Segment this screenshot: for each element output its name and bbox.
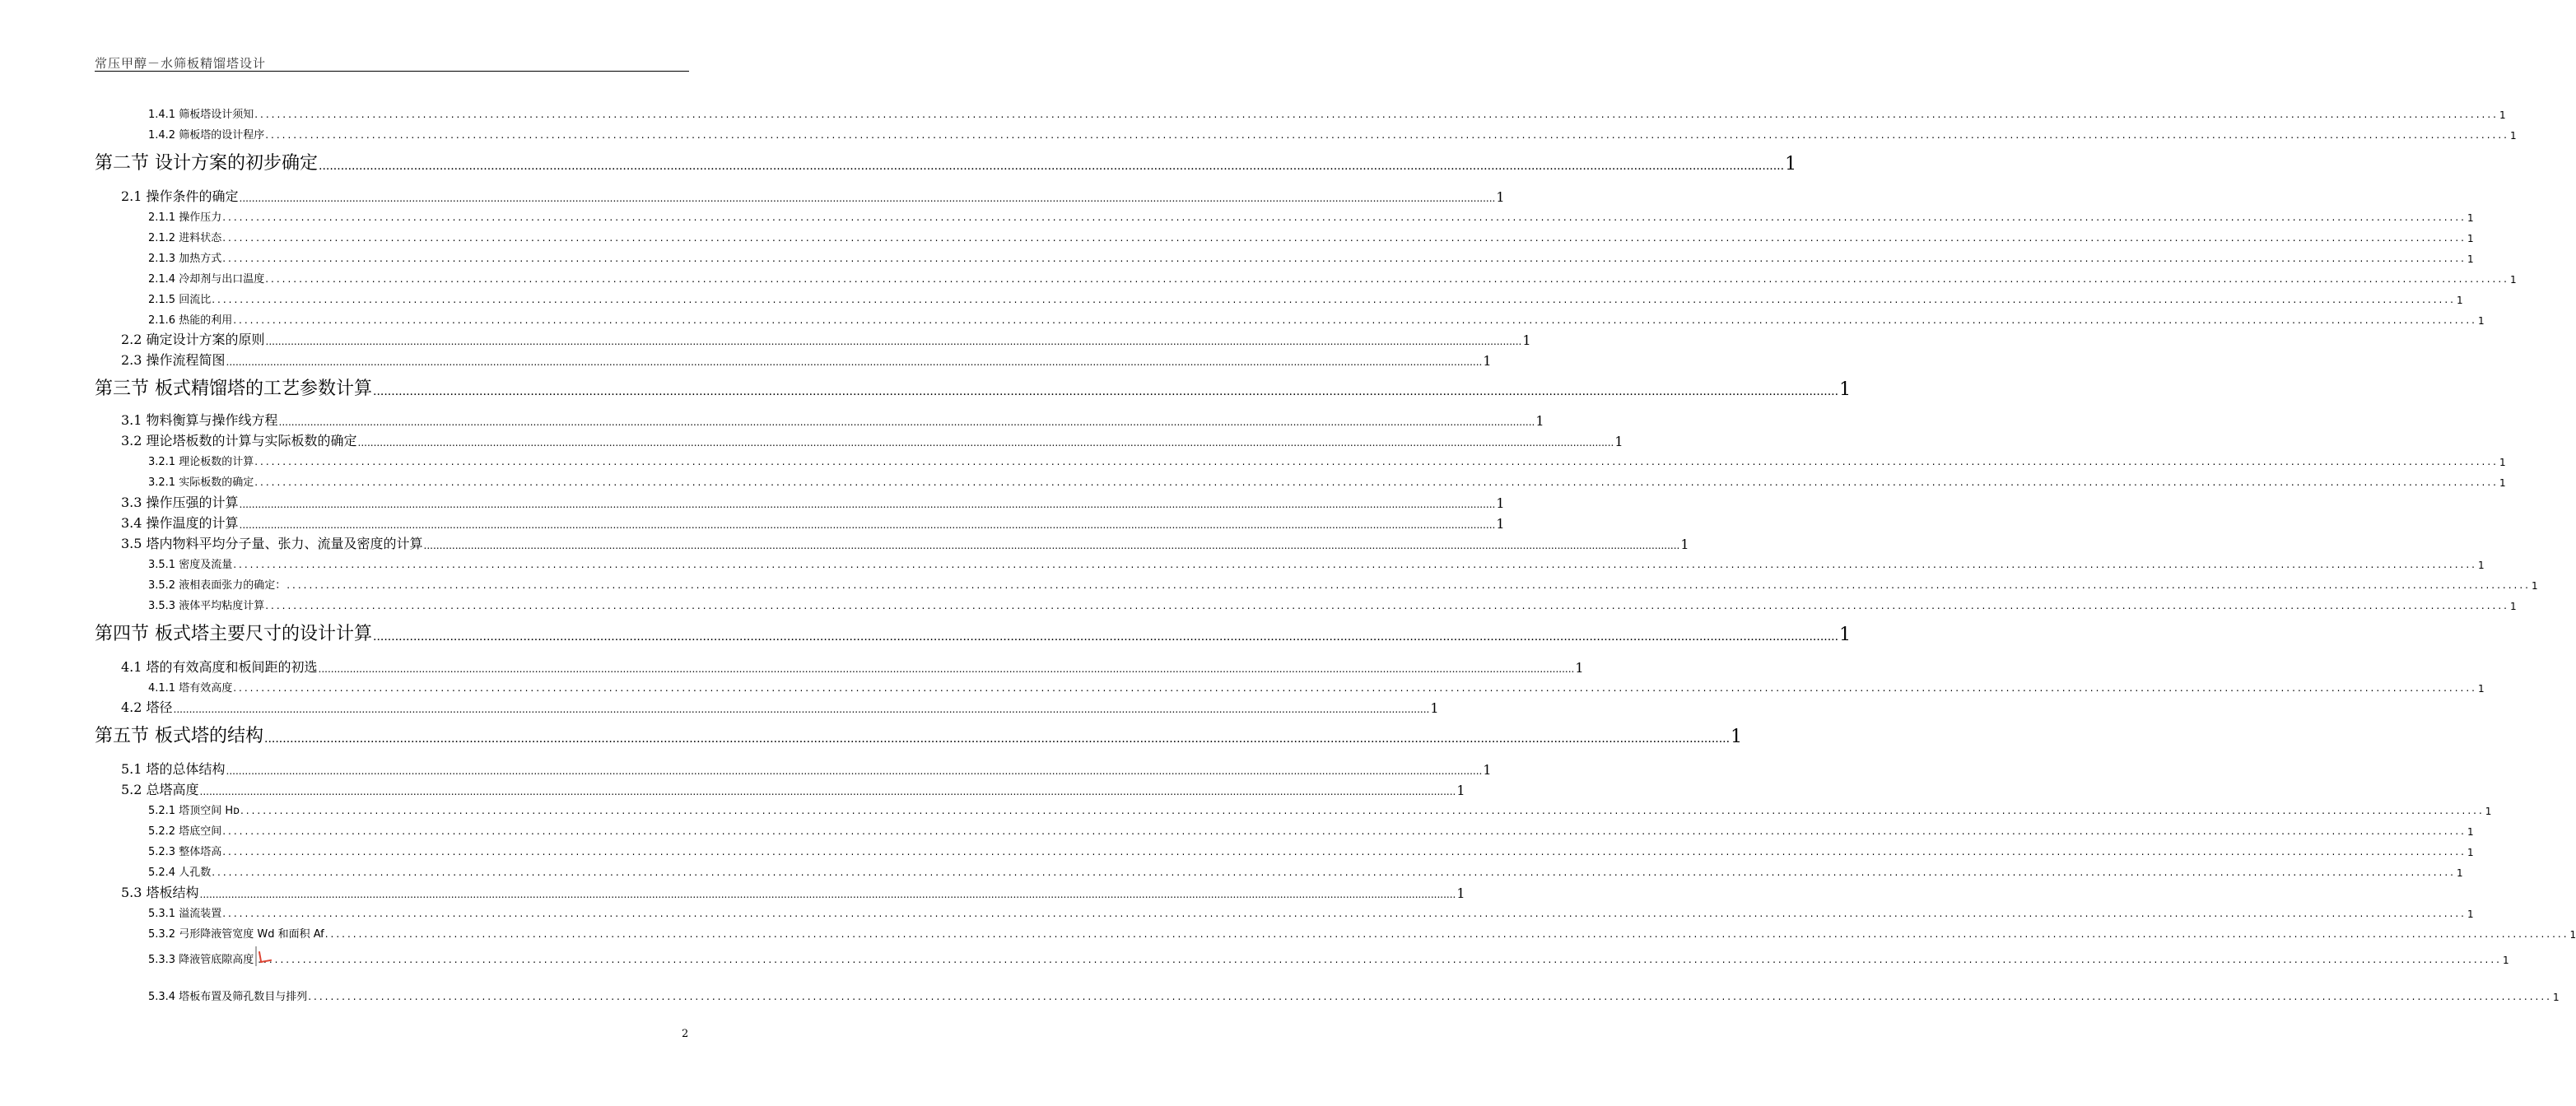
toc-entry[interactable]: [148, 862, 2463, 879]
toc-entry-title: 5.2.3 整体塔高: [148, 846, 222, 858]
toc-leader-dots: ................................................................................................................................................................................................................................................................................................................................................................................................................: [239, 499, 1496, 510]
toc-entry[interactable]: [121, 411, 1544, 429]
toc-entry[interactable]: [121, 780, 1465, 798]
header-rule: [95, 71, 689, 72]
toc-leader-dots: ................................................................................................................................................................................................................................................................................................................................................................................................................: [222, 908, 2467, 919]
toc-entry-title: 5.2.2 塔底空间: [148, 825, 222, 838]
toc-entry[interactable]: [95, 375, 1852, 400]
toc-leader-dots: ................................................................................................................................................................................................................................................................................................................................................................................................................: [373, 630, 1839, 644]
toc-page-number: 1: [2478, 560, 2485, 571]
toc-page-number: 1: [1456, 783, 1465, 798]
running-header: 常压甲醇－水筛板精馏塔设计: [95, 56, 267, 71]
page-number: 2: [682, 1028, 689, 1040]
toc-page-number: 1: [1522, 332, 1531, 348]
toc-entry-title: 3.4 操作温度的计算: [121, 515, 239, 531]
toc-entry-title: 2.1.1 操作压力: [148, 211, 222, 224]
toc-entry[interactable]: [148, 555, 2485, 571]
toc-page-number: 1: [1785, 154, 1797, 174]
toc-entry-title: 4.1.1 塔有效高度: [148, 682, 233, 695]
toc-page-number: 1: [2485, 806, 2492, 817]
toc-page-number: 1: [1456, 885, 1465, 901]
toc-page-number: 1: [1839, 379, 1852, 400]
toc-entry-title: 4.2 塔径: [121, 699, 173, 715]
toc-entry[interactable]: [148, 950, 2509, 966]
toc-entry-title: 2.1.4 冷却剂与出口温度: [148, 273, 265, 286]
toc-leader-dots: ................................................................................................................................................................................................................................................................................................................................................................................................................: [308, 991, 2552, 1002]
toc-page-number: 1: [1496, 516, 1505, 532]
toc-page-number: 1: [2569, 929, 2576, 941]
toc-leader-dots: ................................................................................................................................................................................................................................................................................................................................................................................................................: [226, 356, 1483, 368]
toc-entry-title: 3.5 塔内物料平均分子量、张力、流量及密度的计算: [121, 536, 423, 551]
toc-leader-dots: ................................................................................................................................................................................................................................................................................................................................................................................................................: [199, 786, 1456, 797]
toc-page-number: 1: [2503, 955, 2509, 966]
toc-entry-title: 第三节 板式精馏塔的工艺参数计算: [95, 379, 372, 399]
toc-entry[interactable]: [121, 658, 1584, 676]
toc-entry[interactable]: [121, 351, 1492, 369]
toc-leader-dots: ................................................................................................................................................................................................................................................................................................................................................................................................................: [222, 825, 2467, 837]
toc-leader-dots: ................................................................................................................................................................................................................................................................................................................................................................................................................: [173, 704, 1430, 715]
toc-entry[interactable]: [148, 228, 2474, 244]
toc-leader-dots: ................................................................................................................................................................................................................................................................................................................................................................................................................: [258, 954, 2502, 965]
toc-entry[interactable]: [148, 596, 2517, 612]
toc-entry-title: 1.4.2 筛板塔的设计程序: [148, 129, 265, 142]
toc-entry-title: 2.1.6 热能的利用: [148, 314, 233, 327]
toc-page-number: 1: [2467, 233, 2474, 244]
toc-entry-title: 3.2.1 理论板数的计算: [148, 456, 254, 468]
toc-entry-title: 3.2.1 实际板数的确定: [148, 476, 254, 489]
toc-entry[interactable]: [148, 801, 2492, 817]
toc-page-number: 1: [1496, 495, 1505, 511]
toc-entry-title: 第二节 设计方案的初步确定: [95, 153, 318, 174]
toc-page-number: 1: [2467, 908, 2474, 920]
toc-page-number: 1: [2553, 992, 2560, 1003]
toc-page-number: 1: [1430, 700, 1439, 716]
toc-entry-title: 第四节 板式塔主要尺寸的设计计算: [95, 624, 372, 644]
toc-leader-dots: ................................................................................................................................................................................................................................................................................................................................................................................................................: [318, 663, 1575, 675]
toc-entry[interactable]: [148, 924, 2576, 941]
toc-entry[interactable]: [148, 290, 2463, 306]
toc-page-number: 1: [2467, 212, 2474, 224]
toc-leader-dots: ................................................................................................................................................................................................................................................................................................................................................................................................................: [373, 385, 1839, 398]
toc-entry[interactable]: [148, 842, 2474, 858]
toc-entry[interactable]: [148, 125, 2517, 142]
broken-image-icon: [255, 946, 257, 966]
toc-page-number: 1: [1496, 189, 1505, 205]
toc-page-number: 1: [1731, 727, 1743, 747]
toc-entry-title: 4.1 塔的有效高度和板间距的初选: [121, 659, 318, 675]
toc-entry-title: 3.5.3 液体平均粘度计算: [148, 600, 265, 612]
toc-entry-title: 2.1.2 进料状态: [148, 232, 222, 244]
toc-leader-dots: ................................................................................................................................................................................................................................................................................................................................................................................................................: [212, 294, 2456, 305]
toc-entry[interactable]: [148, 452, 2506, 468]
toc-entry[interactable]: [148, 678, 2485, 695]
toc-entry-title: 2.1.5 回流比: [148, 294, 212, 306]
toc-entry-title: 3.2 理论塔板数的计算与实际板数的确定: [121, 433, 357, 448]
toc-page-number: 1: [2478, 315, 2485, 327]
toc-page-number: 1: [1839, 625, 1852, 645]
toc-entry[interactable]: [121, 883, 1465, 901]
toc-entry-title: 2.3 操作流程简图: [121, 352, 226, 368]
toc-entry-title: 5.2.4 人孔数: [148, 867, 212, 879]
toc-entry-title: 3.1 物料衡算与操作线方程: [121, 412, 278, 428]
toc-entry[interactable]: [95, 150, 1797, 174]
toc-entry-title: 2.1 操作条件的确定: [121, 188, 239, 204]
toc-entry[interactable]: [148, 207, 2474, 224]
toc-page-number: 1: [2499, 457, 2506, 468]
toc-entry[interactable]: [121, 514, 1505, 532]
toc-entry-title: 2.2 确定设计方案的原则: [121, 332, 265, 347]
toc-entry-title: 5.3.2 弓形降液管宽度 Wd 和面积 Af: [148, 928, 324, 941]
toc-entry-title: 1.4.1 筛板塔设计须知: [148, 109, 254, 121]
toc-entry[interactable]: [121, 330, 1531, 348]
toc-leader-dots: ................................................................................................................................................................................................................................................................................................................................................................................................................: [240, 805, 2485, 816]
toc-leader-dots: ................................................................................................................................................................................................................................................................................................................................................................................................................: [324, 928, 2569, 940]
toc-page-number: 1: [2510, 601, 2517, 612]
toc-leader-dots: ................................................................................................................................................................................................................................................................................................................................................................................................................: [319, 160, 1785, 173]
toc-entry-title: 5.3.1 溢流装置: [148, 908, 222, 920]
toc-leader-dots: ................................................................................................................................................................................................................................................................................................................................................................................................................: [212, 867, 2456, 878]
toc-entry[interactable]: [121, 493, 1505, 511]
toc-entry-title: 3.5.1 密度及流量: [148, 559, 233, 571]
toc-page-number: 1: [1680, 537, 1689, 552]
toc-leader-dots: ................................................................................................................................................................................................................................................................................................................................................................................................................: [233, 559, 2477, 570]
toc-leader-dots: ................................................................................................................................................................................................................................................................................................................................................................................................................: [254, 456, 2499, 467]
toc-entry[interactable]: [121, 698, 1439, 716]
toc-leader-dots: ................................................................................................................................................................................................................................................................................................................................................................................................................: [423, 540, 1680, 551]
toc-leader-dots: ................................................................................................................................................................................................................................................................................................................................................................................................................: [239, 519, 1496, 531]
toc-entry[interactable]: [148, 575, 2538, 592]
toc-page-number: 1: [2510, 274, 2517, 286]
toc-page-number: 1: [2467, 253, 2474, 265]
toc-page-number: 1: [2499, 477, 2506, 489]
toc-entry-title: 5.3.3 降液管底隙高度: [148, 954, 254, 966]
toc-leader-dots: ................................................................................................................................................................................................................................................................................................................................................................................................................: [278, 416, 1535, 428]
toc-page-number: 1: [2510, 130, 2517, 142]
toc-entry[interactable]: [95, 723, 1743, 747]
toc-leader-dots: ................................................................................................................................................................................................................................................................................................................................................................................................................: [222, 232, 2467, 244]
toc-leader-dots: ................................................................................................................................................................................................................................................................................................................................................................................................................: [222, 846, 2467, 857]
toc-entry[interactable]: [121, 760, 1492, 778]
toc-entry-title: 第五节 板式塔的结构: [95, 726, 263, 746]
toc-page-number: 1: [1614, 434, 1623, 449]
toc-entry[interactable]: [121, 187, 1505, 205]
toc-entry-title: 5.3 塔板结构: [121, 885, 199, 900]
toc-leader-dots: ................................................................................................................................................................................................................................................................................................................................................................................................................: [254, 109, 2499, 120]
toc-leader-dots: ................................................................................................................................................................................................................................................................................................................................................................................................................: [199, 889, 1456, 900]
toc-leader-dots: ................................................................................................................................................................................................................................................................................................................................................................................................................: [357, 437, 1614, 448]
toc-entry[interactable]: [148, 269, 2517, 286]
toc-page-number: 1: [2467, 826, 2474, 838]
toc-leader-dots: ................................................................................................................................................................................................................................................................................................................................................................................................................: [222, 253, 2467, 264]
toc-page-number: 1: [1575, 660, 1584, 676]
toc-entry[interactable]: [148, 904, 2474, 920]
toc-entry[interactable]: [148, 472, 2506, 489]
toc-leader-dots: ................................................................................................................................................................................................................................................................................................................................................................................................................: [222, 211, 2467, 223]
toc-leader-dots: ................................................................................................................................................................................................................................................................................................................................................................................................................: [286, 579, 2531, 591]
toc-leader-dots: ................................................................................................................................................................................................................................................................................................................................................................................................................: [265, 336, 1522, 347]
toc-entry-title: 5.3.4 塔板布置及筛孔数目与排列: [148, 991, 308, 1003]
toc-leader-dots: ................................................................................................................................................................................................................................................................................................................................................................................................................: [265, 273, 2509, 285]
toc-page-number: 1: [1483, 353, 1492, 369]
toc-leader-dots: ................................................................................................................................................................................................................................................................................................................................................................................................................: [264, 732, 1731, 746]
toc-entry[interactable]: [121, 534, 1689, 552]
toc-page-number: 1: [2457, 867, 2463, 879]
toc-page-number: 1: [2457, 295, 2463, 306]
toc-leader-dots: ................................................................................................................................................................................................................................................................................................................................................................................................................: [226, 765, 1483, 777]
toc-page-number: 1: [1483, 762, 1492, 778]
toc-entry[interactable]: [148, 310, 2485, 327]
toc-entry[interactable]: [95, 620, 1852, 645]
toc-leader-dots: ................................................................................................................................................................................................................................................................................................................................................................................................................: [233, 314, 2477, 326]
toc-entry-title: 5.2.1 塔顶空间 Hᴅ: [148, 805, 240, 817]
toc-leader-dots: ................................................................................................................................................................................................................................................................................................................................................................................................................: [239, 193, 1496, 204]
toc-entry[interactable]: [148, 987, 2560, 1003]
toc-page-number: 1: [2478, 683, 2485, 695]
toc-entry-title: 5.2 总塔高度: [121, 782, 199, 797]
toc-entry[interactable]: [148, 249, 2474, 265]
toc-page-number: 1: [1535, 413, 1544, 429]
toc-entry-title: 2.1.3 加热方式: [148, 253, 222, 265]
toc-entry[interactable]: [148, 105, 2506, 121]
toc-entry-title: 3.3 操作压强的计算: [121, 495, 239, 510]
toc-page-number: 1: [2467, 847, 2474, 858]
toc-leader-dots: ................................................................................................................................................................................................................................................................................................................................................................................................................: [265, 600, 2509, 611]
toc-entry[interactable]: [121, 431, 1623, 449]
toc-page-number: 1: [2532, 580, 2538, 592]
toc-leader-dots: ................................................................................................................................................................................................................................................................................................................................................................................................................: [233, 682, 2477, 694]
toc-page-number: 1: [2499, 109, 2506, 121]
toc-leader-dots: ................................................................................................................................................................................................................................................................................................................................................................................................................: [265, 129, 2509, 141]
toc-entry-title: 3.5.2 液相表面张力的确定：: [148, 579, 286, 592]
toc-leader-dots: ................................................................................................................................................................................................................................................................................................................................................................................................................: [254, 476, 2499, 488]
toc-entry-title: 5.1 塔的总体结构: [121, 761, 226, 777]
toc-entry[interactable]: [148, 821, 2474, 838]
